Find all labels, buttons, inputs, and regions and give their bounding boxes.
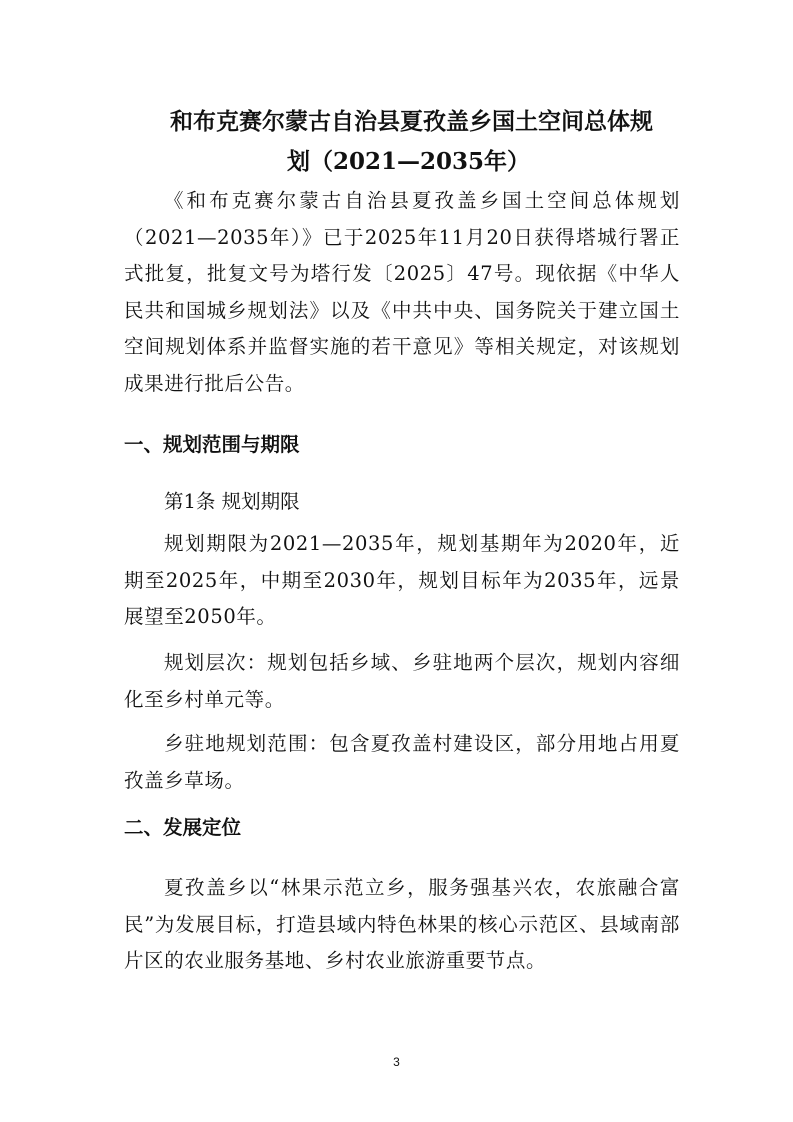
intro-paragraph: 《和布克赛尔蒙古自治县夏孜盖乡国土空间总体规划（2021—2035年）》已于2025年11月20日获得塔城行署正式批复，批复文号为塔行发〔2025〕47号。现依据《中华人民共和国城乡规划法》以及《中共中央、国务院关于建立国土空间规划体系并监督实施的若干意见》等相关规定，对该规划成果进行批后公告。 — [124, 189, 680, 395]
page-number: 3 — [393, 1055, 400, 1069]
section-1-heading: 一、规划范围与期限 — [124, 433, 300, 456]
section-1-paragraph-1: 规划期限为2021—2035年，规划基期年为2020年，近期至2025年，中期至2030年，规划目标年为2035年，远景展望至2050年。 — [124, 532, 680, 628]
article-1-title: 第1条 规划期限 — [164, 490, 300, 513]
section-1-paragraph-3: 乡驻地规划范围：包含夏孜盖村建设区，部分用地占用夏孜盖乡草场。 — [124, 732, 680, 792]
section-2-heading: 二、发展定位 — [124, 816, 242, 839]
section-1-paragraph-2: 规划层次：规划包括乡域、乡驻地两个层次，规划内容细化至乡村单元等。 — [124, 651, 680, 711]
document-title-line-2: 划（2021—2035年） — [287, 148, 531, 175]
section-2-paragraph-1: 夏孜盖乡以“林果示范立乡，服务强基兴农，农旅融合富民”为发展目标，打造县域内特色林果的核心示范区、县域南部片区的农业服务基地、乡村农业旅游重要节点。 — [124, 876, 680, 972]
document-title-line-1: 和布克赛尔蒙古自治县夏孜盖乡国土空间总体规 — [170, 108, 653, 135]
